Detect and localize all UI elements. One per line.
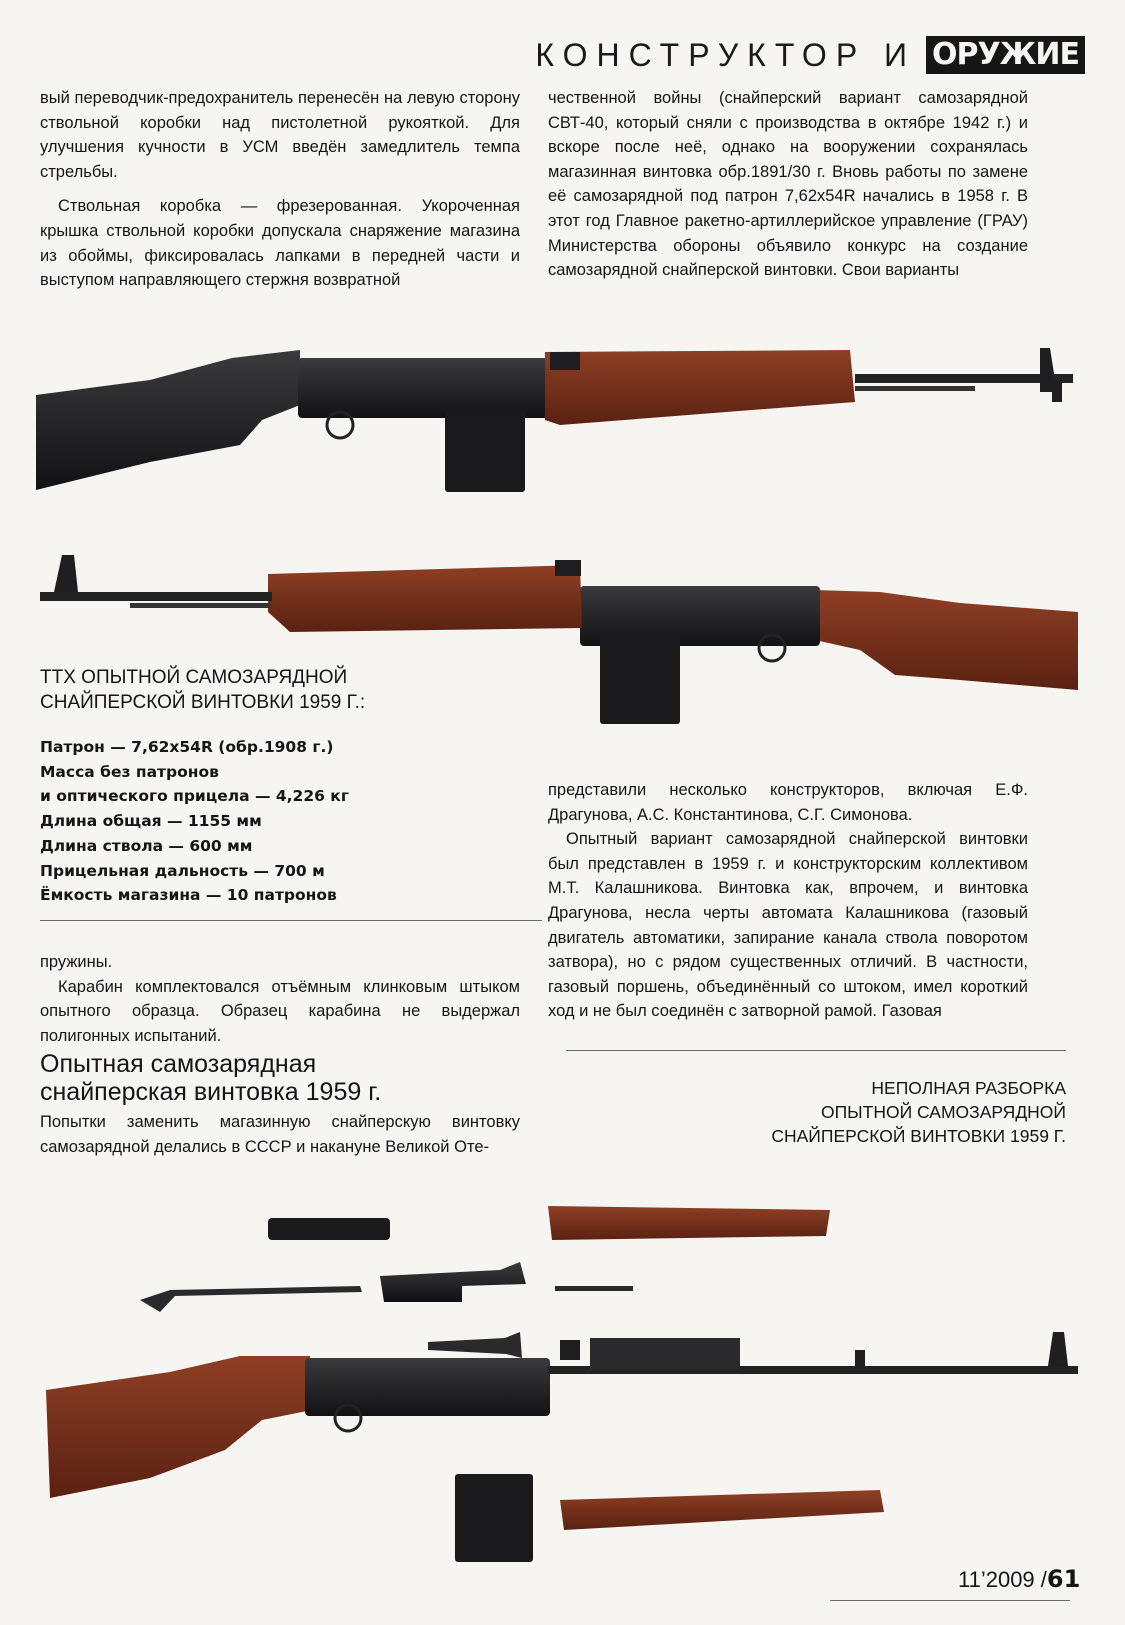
section-title: снайперская винтовка 1959 г. [40,1078,382,1107]
paragraph: чественной войны (снайперский вариант самозарядной СВТ-40, который сняли с производства в октябре 1942 г.) и вскоре после неё, однако на вооружении сохранялась магазинная винтовка обр.1891/30 г. Вновь работы по замене её самозарядной под патрон 7,62х54R начались в 1958 г. В этот год Главное ракетно-артиллерийское управление (ГРАУ) Министерства обороны объявило конкурс на создание самозарядной снайперской винтовки. Свои варианты [548,89,1028,280]
disassembly-photo [46,1206,1078,1562]
header-title: КОНСТРУКТОР И [535,36,917,73]
divider [40,920,542,921]
section-title: Опытная самозарядная [40,1050,317,1079]
caption-line: СНАЙПЕРСКОЙ ВИНТОВКИ 1959 Г. [771,1126,1066,1146]
paragraph: пружины. [40,953,113,971]
paragraph: Попытки заменить магазинную снайперскую винтовку самозарядной делались в СССР и накануне Великой Оте- [40,1113,520,1156]
right-column-middle [548,778,1028,1024]
rifle-photo-top [36,348,1073,492]
issue-number: 11’2009 / [958,1567,1047,1592]
spec-line: Патрон — 7,62х54R (обр.1908 г.) [40,738,334,756]
page-number: 61 [1046,1565,1081,1593]
spec-line: Длина ствола — 600 мм [40,836,253,855]
paragraph: Карабин комплектовался отъёмным клинковым штыком опытного образца. Образец карабина не выдержал полигонных испытаний. [40,977,520,1045]
specs-heading: ТТХ ОПЫТНОЙ САМОЗАРЯДНОЙ [40,667,348,688]
spec-line: Масса без патронов [40,762,219,781]
page-footer [958,1565,1080,1593]
caption-line: ОПЫТНОЙ САМОЗАРЯДНОЙ [820,1102,1066,1122]
magazine-logo: ОРУЖИЕ [926,36,1085,74]
spec-line: Ёмкость магазина — 10 патронов [40,886,337,905]
caption-line: НЕПОЛНАЯ РАЗБОРКА [871,1078,1066,1098]
spec-line: Длина общая — 1155 мм [40,812,262,831]
paragraph: представили несколько конструкторов, включая Е.Ф. Драгунова, А.С. Константинова, С.Г. Симонова. [548,781,1028,824]
paragraph: Опытный вариант самозарядной снайперской винтовки был представлен в 1959 г. и конструкторским коллективом М.Т. Калашникова. Винтовка как, впрочем, и винтовка Драгунова, несла черты автомата Калашникова (газовый двигатель автоматики, запирание канала ствола поворотом затвора), но с рядом существенных отличий. В частности, газовый поршень, объединённый со штоком, имел короткий ход и не был соединён с затворной рамой. Газовая [548,830,1028,1021]
spec-line: и оптического прицела — 4,226 кг [40,787,349,806]
specs-heading: СНАЙПЕРСКОЙ ВИНТОВКИ 1959 Г.: [40,692,366,713]
footer-rule [830,1600,1070,1601]
divider [566,1050,1066,1051]
paragraph: вый переводчик-предохранитель перенесён на левую сторону ствольной коробки над пистолетной рукояткой. Для улучшения кучности в УСМ введён замедлитель темпа стрельбы. [40,89,520,181]
paragraph: Ствольная коробка — фрезерованная. Укороченная крышка ствольной коробки допускала снаряжение магазина из обоймы, фиксировалась лапками в передней части и выступом направляющего стержня возвратной [40,197,520,290]
specs-block [40,665,540,908]
left-column-bottom [40,950,520,1160]
spec-line: Прицельная дальность — 700 м [40,861,325,880]
photo-caption [640,1076,1066,1148]
